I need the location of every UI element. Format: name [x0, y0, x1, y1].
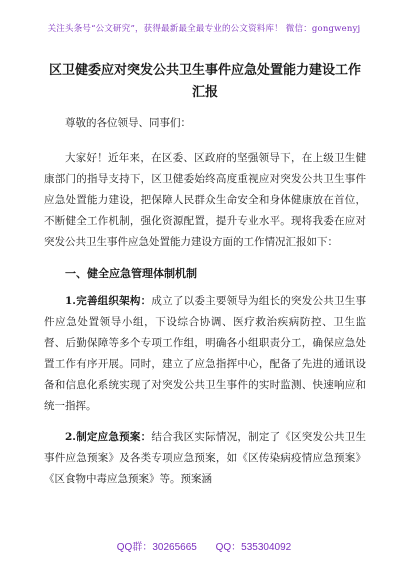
section-heading-1: 一、健全应急管理体制机制	[65, 267, 197, 280]
item-text-1: 成立了以委主要领导为组长的突发公共卫生事件应急处置领导小组，下设综合协调、医疗救治疾病防控、卫生监督、后勤保障等多个专项工作组，明确各小组职责分工，确保应急处置工作有序开展。同时，建立了应急指挥中心，配备了先进的通讯设备和信息化系统实现了对突发公共卫生事件的实时监测、快速响应和统一指挥。	[44, 295, 367, 412]
item-title-2: 2.制定应急预案：	[65, 431, 152, 443]
salutation: 尊敬的各位领导、同事们：	[65, 117, 191, 129]
intro-paragraph: 大家好！近年来，在区委、区政府的坚强领导下，在上级卫生健康部门的指导支持下，区卫健委始终高度重视应对突发公共卫生事件应急处置能力建设，把保障人民群众生命安全和身体健康放在首位，不断健全工作机制，强化资源配置，提升专业水平。现将我委在应对突发公共卫生事件应急处置能力建设方面的工作情况汇报如下：	[44, 152, 366, 248]
item-paragraph-1	[44, 291, 366, 417]
document-title: 区卫健委应对突发公共卫生事件应急处置能力建设工作汇报	[48, 63, 361, 100]
item-paragraph-2	[44, 427, 366, 490]
document-body	[44, 60, 366, 500]
promo-banner: 关注头条号“公文研究”，获得最新最全最专业的公文资料库！ 微信：gongwenyj	[47, 24, 361, 34]
qq-number: QQ：535304092	[215, 542, 292, 553]
item-title-1: 1.完善组织架构：	[65, 295, 152, 307]
qq-group: QQ群：30265665	[116, 542, 197, 553]
item-text-2: 结合我区实际情况，制定了《区突发公共卫生事件应急预案》及各类专项应急预案，如《区传染病疫情应急预案》《区食物中毒应急预案》等。预案涵	[44, 431, 367, 485]
contact-footer	[0, 538, 408, 553]
